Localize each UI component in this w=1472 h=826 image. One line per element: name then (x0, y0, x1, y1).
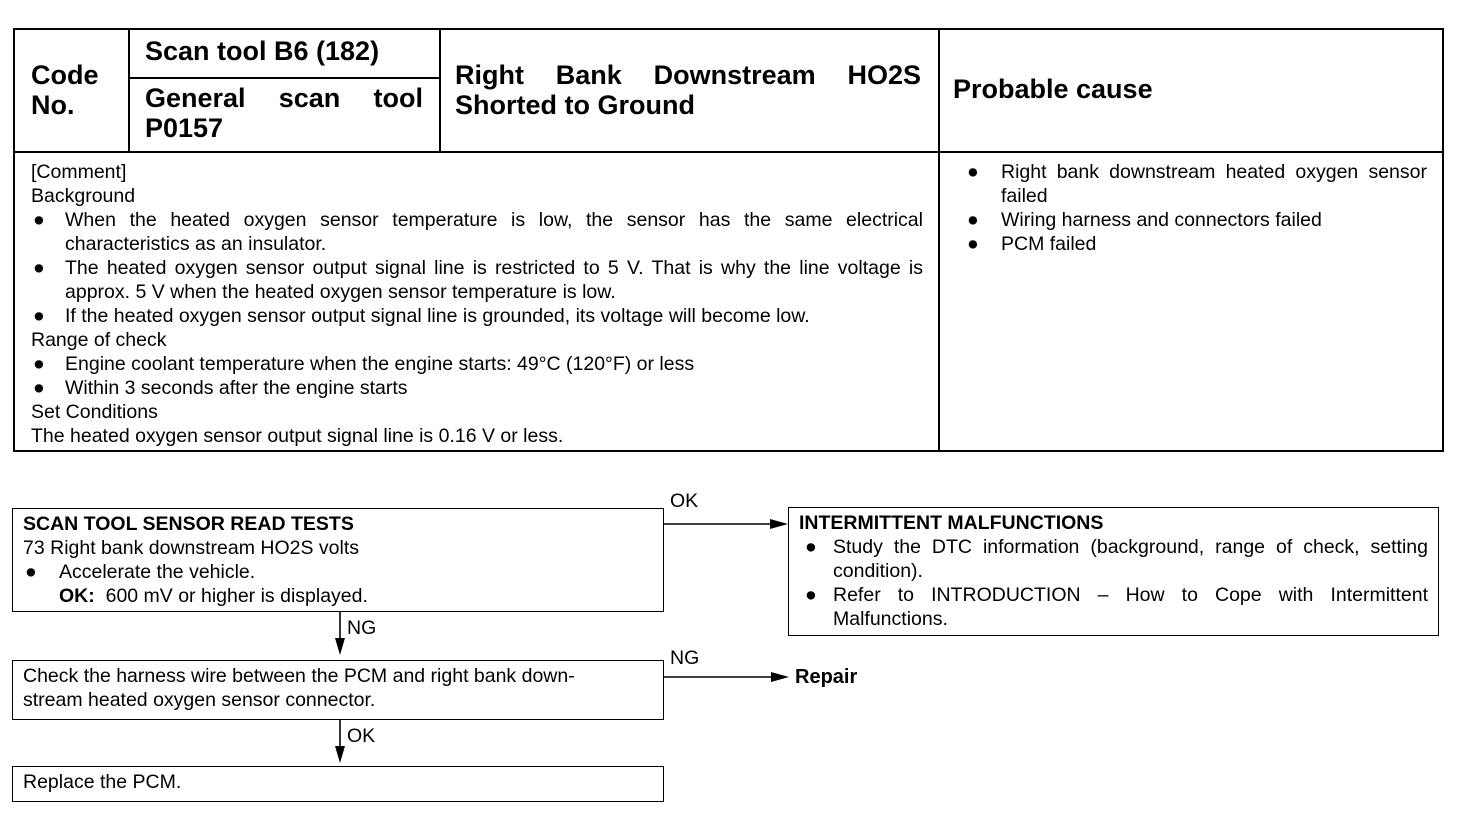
list-item: ● Accelerate the vehicle. (25, 561, 256, 583)
arrow-down-icon (335, 638, 345, 655)
set-conditions-label: Set Conditions (31, 401, 158, 423)
comment-heading: [Comment] (31, 161, 127, 183)
step-title: SCAN TOOL SENSOR READ TESTS (23, 513, 354, 535)
probable-cause-header: Probable cause (953, 74, 1153, 104)
step-check-harness (12, 660, 664, 720)
arrow-right-icon (770, 519, 788, 529)
bullet-icon: ● (33, 377, 45, 399)
background-label: Background (31, 185, 136, 207)
step-replace-pcm (12, 766, 664, 802)
bullet-icon: ● (33, 353, 45, 375)
arrow-right-icon (771, 672, 789, 682)
bullet-icon: ● (967, 161, 979, 183)
list-item: ● Wiring harness and connectors failed (967, 209, 1322, 231)
list-item: ● When the heated oxygen sensor temperature is low, the sensor has the same electrical characteristics as an insulator. (33, 209, 923, 255)
repair-label: Repair (795, 666, 858, 688)
intermittent-malfunctions-box (788, 507, 1439, 636)
step2-ng-label: NG (670, 647, 700, 669)
list-item: ● The heated oxygen sensor output signal line is restricted to 5 V. That is why the line voltage is approx. 5 V when the heated oxygen sensor temperature is low. (33, 257, 923, 303)
step-text: Check the harness wire between the PCM and right bank down- (23, 665, 575, 687)
dtc-title: Right Bank Downstream HO2S Shorted to Ground (455, 60, 921, 120)
bullet-icon: ● (25, 561, 37, 583)
step2-ok-label: OK (347, 725, 376, 747)
ok-text: 600 mV or higher is displayed. (105, 585, 368, 607)
step-text: stream heated oxygen sensor connector. (23, 689, 376, 711)
bullet-icon: ● (805, 584, 817, 606)
list-item: ● Study the DTC information (background, range of check, setting condition). (805, 536, 1428, 582)
arrow-down-icon (335, 746, 345, 763)
bullet-icon: ● (33, 305, 45, 327)
general-scan-tool-code: General scan tool P0157 (145, 83, 423, 143)
range-label: Range of check (31, 329, 167, 351)
list-item: ● Within 3 seconds after the engine starts (33, 377, 408, 399)
step-line: 73 Right bank downstream HO2S volts (23, 537, 359, 559)
list-item: ● If the heated oxygen sensor output signal line is grounded, its voltage will become low. (33, 305, 810, 327)
bullet-icon: ● (967, 233, 979, 255)
step-scan-tool-test (12, 508, 664, 612)
bullet-icon: ● (33, 209, 45, 231)
step-text: Replace the PCM. (23, 771, 182, 793)
set-conditions-text: The heated oxygen sensor output signal line is 0.16 V or less. (31, 425, 564, 447)
list-item: ● Engine coolant temperature when the engine starts: 49°C (120°F) or less (33, 353, 695, 375)
list-item: ● Right bank downstream heated oxygen sensor failed (967, 161, 1427, 207)
intermittent-title: INTERMITTENT MALFUNCTIONS (799, 512, 1104, 534)
code-no-header: Code No. (31, 60, 99, 120)
list-item: ● Refer to INTRODUCTION – How to Cope with Intermittent Malfunctions. (805, 584, 1428, 630)
step1-ok-label: OK (670, 490, 699, 512)
bullet-icon: ● (967, 209, 979, 231)
bullet-icon: ● (33, 257, 45, 279)
bullet-icon: ● (805, 536, 817, 558)
list-item: ● PCM failed (967, 233, 1097, 255)
step1-ng-label: NG (347, 617, 377, 639)
ok-criteria (23, 584, 663, 608)
scan-tool-b6-code: Scan tool B6 (182) (145, 36, 380, 66)
ok-label: OK: (59, 585, 95, 607)
